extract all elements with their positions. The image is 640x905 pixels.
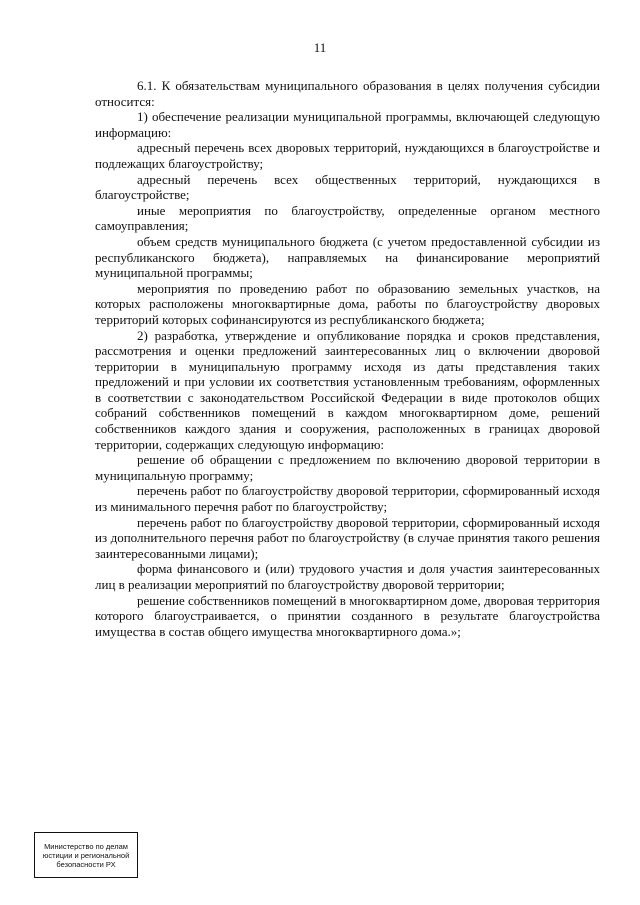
paragraph-decision-appeal: решение об обращении с предложением по включению дворовой территории в муниципальную программу; <box>95 452 600 483</box>
paragraph-address-list-public: адресный перечень всех общественных территорий, нуждающихся в благоустройстве; <box>95 171 600 203</box>
paragraph-item-1: 1) обеспечение реализации муниципальной программы, включающей следующую информацию: <box>95 109 600 140</box>
paragraph-budget-volume: объем средств муниципального бюджета (с учетом предоставленной субсидии из республиканского бюджета), направляемых на финансирование мероприятий муниципальной программы; <box>95 233 600 281</box>
page-number: 11 <box>313 40 327 55</box>
paragraph-works-additional: перечень работ по благоустройству дворовой территории, сформированный исходя из дополнительного перечня работ по благоустройству (в случае принятия такого решения заинтересованными лицами); <box>95 514 600 561</box>
paragraph-land-plots: мероприятия по проведению работ по образованию земельных участков, на которых расположены многоквартирные дома, работы по благоустройству дворовых территорий которых софинансируются из республиканского бюджета; <box>95 280 600 327</box>
paragraph-participation-form: форма финансового и (или) трудового участия и доля участия заинтересованных лиц в реализации мероприятий по благоустройству дворовой территории; <box>95 561 600 592</box>
paragraph-other-measures: иные мероприятия по благоустройству, определенные органом местного самоуправления; <box>95 202 600 234</box>
paragraph-6-1: 6.1. К обязательствам муниципального образования в целях получения субсидии относится: <box>95 78 600 109</box>
stamp-line-1: Министерство по делам <box>44 841 128 851</box>
document-body <box>95 78 600 639</box>
stamp-line-3: безопасности РХ <box>56 859 116 869</box>
paragraph-owners-decision: решение собственников помещений в многоквартирном доме, дворовая территория которого благоустраивается, о принятии созданного в результате благоустройства имущества в состав общего имущества многоквартирного дома.»; <box>95 592 600 639</box>
paragraph-works-minimal: перечень работ по благоустройству дворовой территории, сформированный исходя из минимального перечня работ по благоустройству; <box>95 483 600 515</box>
paragraph-item-2: 2) разработка, утверждение и опубликование порядка и сроков представления, рассмотрения и оценки предложений заинтересованных лиц о включении дворовой территории в муниципальную программу исходя из даты представления таких предложений и при условии их соответствия установленным требованиям, оформленных в соответствии с законодательством Российской Федерации в виде протоколов общих собраний собственников помещений в каждом многоквартирном доме, решений собственников каждого здания и сооружения, расположенных в границах дворовой территории, содержащих следующую информацию: <box>95 327 600 452</box>
stamp-line-2: юстиции и региональной <box>42 850 130 860</box>
ministry-stamp <box>34 832 138 878</box>
paragraph-address-list-yards: адресный перечень всех дворовых территорий, нуждающихся в благоустройстве и подлежащих благоустройству; <box>95 140 600 171</box>
